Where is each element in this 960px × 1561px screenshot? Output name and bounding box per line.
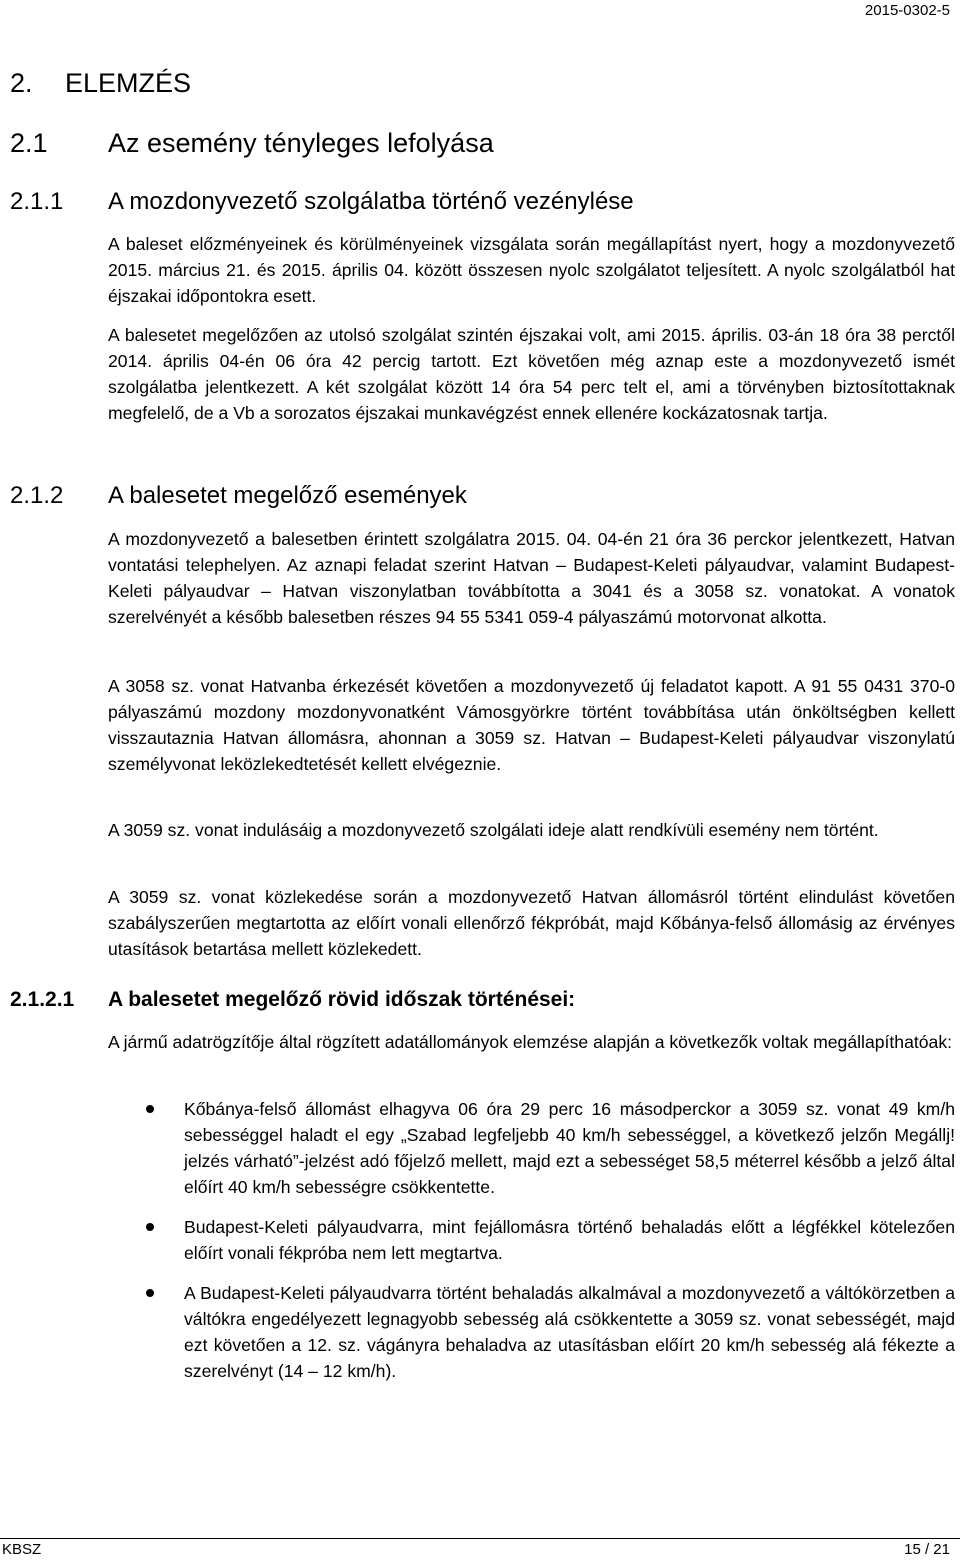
- list-item: [108, 1280, 955, 1384]
- subsubsection-title: A balesetet megelőző rövid időszak történései:: [108, 988, 576, 1011]
- paragraph: A baleset előzményeinek és körülményeinek vizsgálata során megállapítást nyert, hogy a mozdonyvezető 2015. március 21. és 2015. április 04. között összesen nyolc szolgálatot teljesített. A nyolc szolgálatból hat éjszakai időpontokra esett.: [108, 234, 955, 306]
- list-item-text: Kőbánya-felső állomást elhagyva 06 óra 29 perc 16 másodperckor a 3059 sz. vonat 49 km/h sebességgel haladt el egy „Szabad legfeljebb 40 km/h sebességgel, a következő jelzőn Megállj! jelzés várható”-jelzést adó főjelző mellett, majd ezt a sebességet 58,5 méterrel később a jelző által előírt 40 km/h sebességre csökkentette.: [184, 1099, 955, 1197]
- subsection-heading-2-1-1: [10, 188, 634, 216]
- subsection-heading-2-1-2: [10, 482, 467, 510]
- subsubsection-heading-2-1-2-1: [10, 988, 575, 1012]
- section-title: Az esemény tényleges lefolyása: [108, 128, 494, 158]
- document-id: 2015-0302-5: [864, 2, 950, 19]
- bullet-icon: [146, 1223, 154, 1231]
- paragraph: A 3059 sz. vonat indulásáig a mozdonyvezető szolgálati ideje alatt rendkívüli esemény nem történt.: [108, 820, 879, 840]
- bullet-icon: [146, 1105, 154, 1113]
- paragraph: A 3059 sz. vonat közlekedése során a mozdonyvezető Hatvan állomásról történt elindulást követően szabályszerűen megtartotta az előírt vonali ellenőrző fékpróbát, majd Kőbánya-felső állomásig az érvényes utasítások betartása mellett közlekedett.: [108, 887, 955, 959]
- subsection-title: A mozdonyvezető szolgálatba történő vezénylése: [108, 188, 634, 215]
- footer-divider: [0, 1538, 960, 1539]
- chapter-title: ELEMZÉS: [65, 68, 192, 98]
- list-item-text: A Budapest-Keleti pályaudvarra történt behaladás alkalmával a mozdonyvezető a váltókörzetben a váltókra engedélyezett legnagyobb sebesség alá csökkentette a 3059 sz. vonat sebességét, majd ezt követően a 12. sz. vágányra behaladva az utasításban előírt 20 km/h sebesség alá fékezte a szerelvényt (14 – 12 km/h).: [184, 1283, 955, 1381]
- footer-organization: KBSZ: [2, 1541, 42, 1558]
- subsection-title: A balesetet megelőző események: [108, 482, 467, 509]
- paragraph: A balesetet megelőzően az utolsó szolgálat szintén éjszakai volt, ami 2015. április. 03-án 18 óra 38 perctől 2014. április 04-én 06 óra 42 percig tartott. Ezt követően még aznap este a mozdonyvezető ismét szolgálatba jelentkezett. A két szolgálat között 14 óra 54 perc telt el, ami a törvényben biztosítottaknak megfelelő, de a Vb a sorozatos éjszakai munkavégzést ennek ellenére kockázatosnak tartja.: [108, 325, 955, 423]
- page-number: 15 / 21: [904, 1541, 950, 1558]
- subsection-number: 2.1.1: [10, 188, 64, 215]
- section-number: 2.1: [10, 128, 48, 158]
- chapter-number: 2.: [10, 68, 33, 98]
- section-heading: [10, 128, 494, 159]
- bullet-icon: [146, 1289, 154, 1297]
- subsection-number: 2.1.2: [10, 482, 64, 509]
- chapter-heading: [10, 68, 191, 99]
- list-item: [108, 1214, 955, 1266]
- bullet-list: [108, 1096, 955, 1398]
- list-item: [108, 1096, 955, 1200]
- subsubsection-number: 2.1.2.1: [10, 988, 75, 1011]
- list-item-text: Budapest-Keleti pályaudvarra, mint fejállomásra történő behaladás előtt a légfékkel kötelezően előírt vonali fékpróba nem lett megtartva.: [184, 1217, 955, 1263]
- paragraph: A jármű adatrögzítője által rögzített adatállományok elemzése alapján a következők voltak megállapíthatóak:: [108, 1032, 953, 1052]
- paragraph: A mozdonyvezető a balesetben érintett szolgálatra 2015. 04. 04-én 21 óra 36 perckor jelentkezett, Hatvan vontatási telephelyen. Az aznapi feladat szerint Hatvan – Budapest-Keleti pályaudvar, valamint Budapest-Keleti pályaudvar – Hatvan viszonylatban továbbította a 3041 és a 3058 sz. vonatokat. A vonatok szerelvényét a később balesetben részes 94 55 5341 059-4 pályaszámú motorvonat alkotta.: [108, 529, 955, 627]
- paragraph: A 3058 sz. vonat Hatvanba érkezését követően a mozdonyvezető új feladatot kapott. A 91 55 0431 370-0 pályaszámú mozdony mozdonyvonatként Vámosgyörkre történt továbbítása után önköltségben kellett visszautaznia Hatvan állomásra, ahonnan a 3059 sz. Hatvan – Budapest-Keleti pályaudvar viszonylatú személyvonat leközlekedtetését kellett elvégeznie.: [108, 676, 955, 774]
